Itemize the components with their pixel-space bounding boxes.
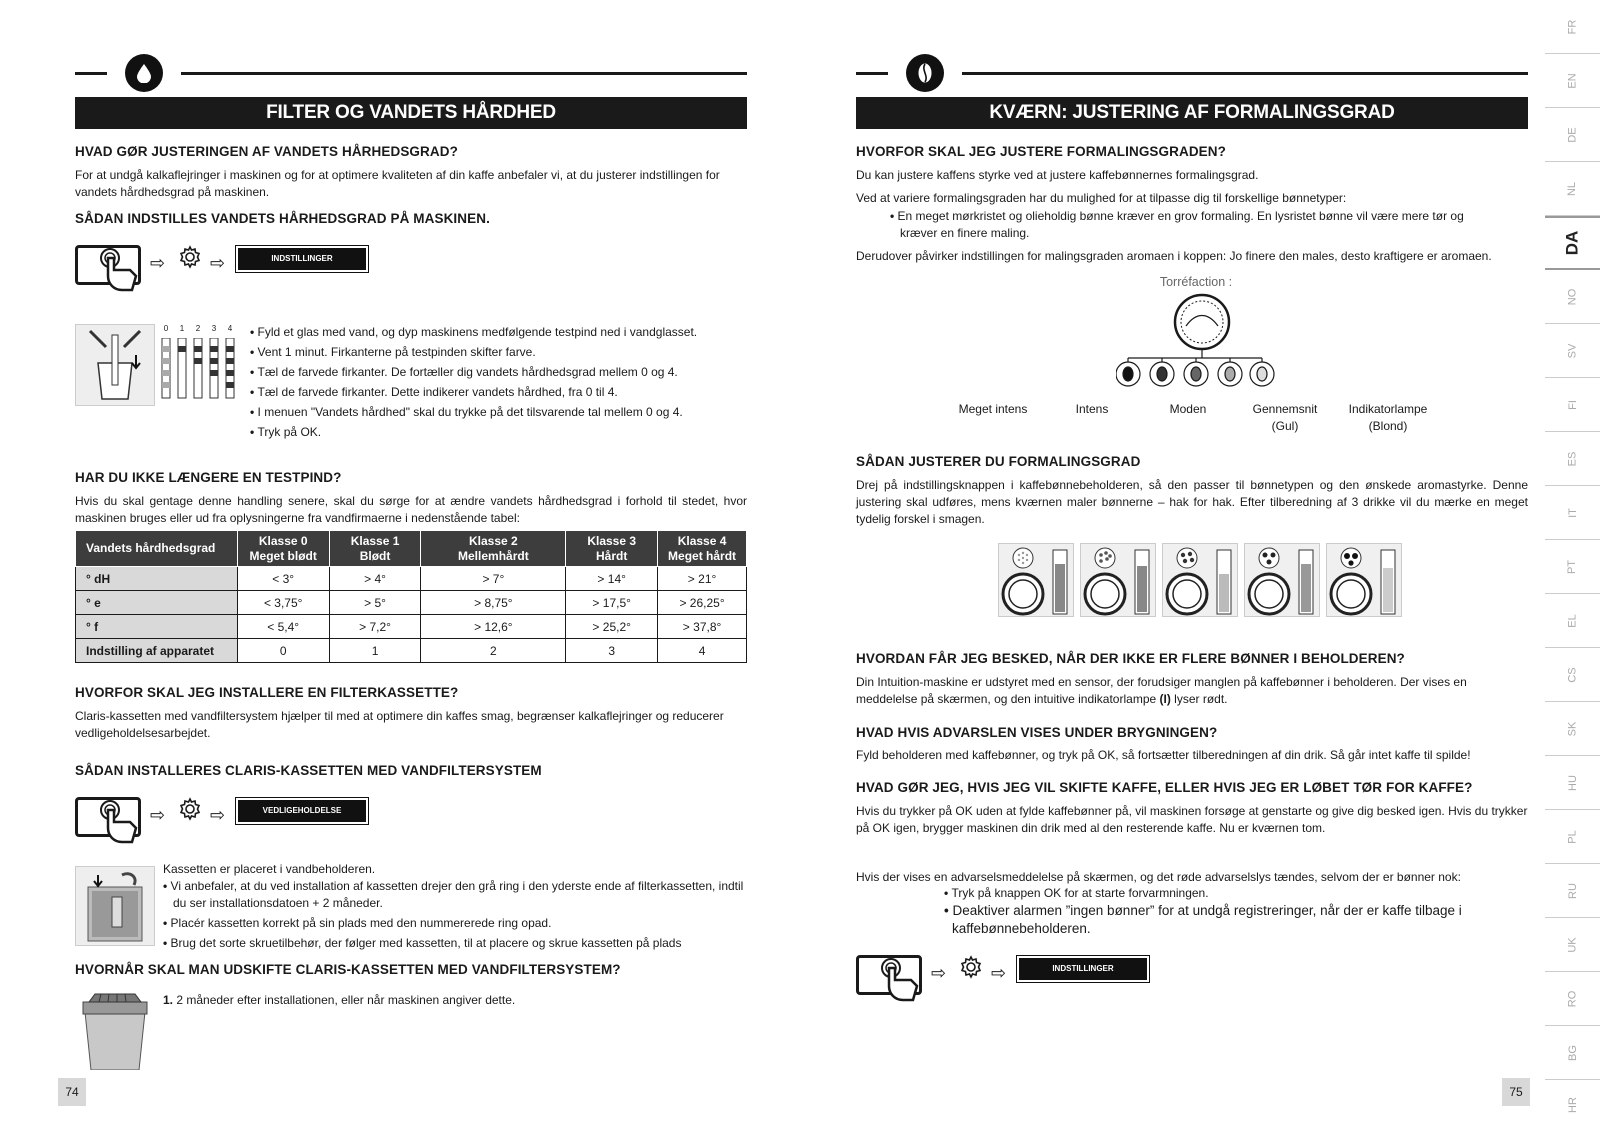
text-grind-aroma: Derudover påvirker indstillingen for malingsgraden aromaen i koppen: Jo finere den males, desto kraftigere er aromaen. xyxy=(856,249,1492,263)
page-number: 74 xyxy=(58,1078,86,1106)
table-header: Klasse 1 Blødt xyxy=(329,531,421,567)
table-header: Klasse 0 Meget blødt xyxy=(237,531,329,567)
language-sidebar xyxy=(1545,0,1600,1130)
heading-set-hardness: SÅDAN INDSTILLES VANDETS HÅRHEDSGRAD PÅ MASKINEN. xyxy=(75,211,490,226)
touch-screen-icon xyxy=(856,955,922,995)
settings-flow xyxy=(856,955,1256,1015)
header-rule-short xyxy=(856,72,888,75)
lang-tab-it[interactable]: IT xyxy=(1545,486,1600,540)
maintenance-flow xyxy=(75,797,475,857)
strip-number: 1 xyxy=(179,324,185,333)
roast-label: Meget intens xyxy=(958,402,1028,416)
list-item: • Placér kassetten korrekt på sin plads med den nummererede ring opad. xyxy=(163,915,747,932)
table-row: ° f < 5,4° > 7,2° > 12,6° > 25,2° > 37,8° xyxy=(76,615,747,639)
list-item: • Vent 1 minut. Firkanterne på testpinden skifter farve. xyxy=(250,342,750,362)
list-item: • Tryk på OK. xyxy=(250,422,750,442)
heading-why-filter: HVORFOR SKAL JEG INSTALLERE EN FILTERKASSETTE? xyxy=(75,685,459,700)
list-item: • Tæl de farvede firkanter. De fortæller dig vandets hårdhedsgrad mellem 0 og 4. xyxy=(250,362,750,382)
roast-label: Gennemsnit (Gul) xyxy=(1252,402,1318,433)
strip-number: 3 xyxy=(211,324,217,333)
list-item: • Brug det sorte skruetilbehør, der følger med kassetten, til at placere og skrue kassetten på plads xyxy=(163,935,747,952)
roast-label: Indikatorlampe (Blond) xyxy=(1348,402,1428,433)
settings-button[interactable]: INDSTILLINGER xyxy=(1019,958,1147,980)
touch-screen-icon xyxy=(75,245,141,285)
list-item: • Fyld et glas med vand, og dyp maskinens medfølgende testpind ned i vandglasset. xyxy=(250,322,750,342)
roast-title: Torréfaction : xyxy=(1159,275,1233,289)
heading-install-filter: SÅDAN INSTALLERES CLARIS-KASSETTEN MED VANDFILTERSYSTEM xyxy=(75,763,542,778)
lang-tab-fi[interactable]: FI xyxy=(1545,378,1600,432)
lang-tab-es[interactable]: ES xyxy=(1545,432,1600,486)
text-replace-filter: 1. 2 måneder efter installationen, eller når maskinen angiver dette. xyxy=(163,993,516,1007)
lang-tab-pl[interactable]: PL xyxy=(1545,810,1600,864)
table-header: Klasse 4 Meget hårdt xyxy=(658,531,747,567)
settings-flow xyxy=(75,245,475,305)
arrow-right-icon: ⇨ xyxy=(991,963,1007,984)
lang-tab-hu[interactable]: HU xyxy=(1545,756,1600,810)
roast-label: Moden xyxy=(1169,402,1207,416)
list-item: • Deaktiver alarmen ”ingen bønner” for at undgå registreringer, når der er kaffe tilbage i kaffebønnebeholderen. xyxy=(944,902,1504,938)
page-title: FILTER OG VANDETS HÅRDHED xyxy=(75,97,747,129)
text-cartridge-placed: Kassetten er placeret i vandbeholderen. xyxy=(163,862,376,876)
coffee-bean-icon xyxy=(906,54,944,92)
glass-dip-illustration xyxy=(75,324,155,406)
grind-setting-illustration xyxy=(998,543,1074,617)
table-header: Klasse 2 Mellemhårdt xyxy=(421,531,566,567)
text-change-coffee: Hvis du trykker på OK uden at fylde kaffebønner på, vil maskinen forsøge at genstarte og give dig besked igen. Hvis du trykker på OK igen, brygger maskinen din drik med al den resterende kaffe. Nu er kværnen tom. xyxy=(856,804,1528,835)
table-row: ° e < 3,75° > 5° > 8,75° > 17,5° > 26,25° xyxy=(76,591,747,615)
heading-no-test-strip: HAR DU IKKE LÆNGERE EN TESTPIND? xyxy=(75,470,342,485)
grind-setting-illustration xyxy=(1244,543,1320,617)
gear-icon xyxy=(178,245,202,273)
list-item: • Tæl de farvede firkanter. Dette indikerer vandets hårdhed, fra 0 til 4. xyxy=(250,382,750,402)
table-row: Indstilling af apparatet 0 1 2 3 4 xyxy=(76,639,747,663)
lang-tab-fr[interactable]: FR xyxy=(1545,0,1600,54)
list-item: • I menuen "Vandets hårdhed" skal du trykke på det tilsvarende tal mellem 0 og 4. xyxy=(250,402,750,422)
hardness-table xyxy=(75,530,747,663)
heading-adjust-grind: SÅDAN JUSTERER DU FORMALINGSGRAD xyxy=(856,454,1141,469)
list-item: • Tryk på knappen OK for at starte forvarmningen. xyxy=(944,884,1504,902)
header-rule-long xyxy=(962,72,1528,75)
lang-tab-en[interactable]: EN xyxy=(1545,54,1600,108)
lang-tab-cs[interactable]: CS xyxy=(1545,648,1600,702)
left-page xyxy=(65,0,747,1130)
water-drop-icon xyxy=(125,54,163,92)
settings-button[interactable]: INDSTILLINGER xyxy=(238,248,366,270)
strip-number: 2 xyxy=(195,324,201,333)
text-grind-vary: Ved at variere formalingsgraden har du mulighed for at tilpasse dig til forskellige bønnetyper: xyxy=(856,191,1347,205)
lang-tab-bg[interactable]: BG xyxy=(1545,1026,1600,1080)
heading-adjustment: HVAD GØR JUSTERINGEN AF VANDETS HÅRHEDSGRAD? xyxy=(75,144,458,159)
lang-tab-de[interactable]: DE xyxy=(1545,108,1600,162)
right-page xyxy=(856,0,1526,1130)
lang-tab-da[interactable]: DA xyxy=(1545,216,1600,270)
lang-tab-el[interactable]: EL xyxy=(1545,594,1600,648)
strip-number: 0 xyxy=(163,324,169,333)
arrow-right-icon: ⇨ xyxy=(150,253,166,274)
maintenance-button[interactable]: VEDLIGEHOLDELSE xyxy=(238,800,366,822)
page-title: KVÆRN: JUSTERING AF FORMALINGSGRAD xyxy=(856,97,1528,129)
page-number: 75 xyxy=(1502,1078,1530,1106)
arrow-right-icon: ⇨ xyxy=(210,805,226,826)
header-rule-short xyxy=(75,72,107,75)
touch-screen-icon xyxy=(75,797,141,837)
list-item: • En meget mørkristet og olieholdig bønne kræver en grov formaling. En lysristet bønne vil være mere tør og kræver en finere maling. xyxy=(890,208,1502,242)
lang-tab-sv[interactable]: SV xyxy=(1545,324,1600,378)
test-strip-illustration xyxy=(158,324,238,406)
header-rule-long xyxy=(181,72,747,75)
lang-tab-hr[interactable]: HR xyxy=(1566,1097,1579,1113)
heading-why-grind: HVORFOR SKAL JEG JUSTERE FORMALINGSGRADEN? xyxy=(856,144,1226,159)
lang-tab-nl[interactable]: NL xyxy=(1545,162,1600,216)
arrow-right-icon: ⇨ xyxy=(931,963,947,984)
heading-change-coffee: HVAD GØR JEG, HVIS JEG VIL SKIFTE KAFFE, ELLER HVIS JEG ER LØBET TØR FOR KAFFE? xyxy=(856,780,1473,795)
text-why-filter: Claris-kassetten med vandfiltersystem hjælper til med at optimere din kaffes smag, begrænser kalkaflejringer og reducerer vedligeholdelsesarbejdet. xyxy=(75,709,724,740)
lang-tab-no[interactable]: NO xyxy=(1545,270,1600,324)
roast-label: Intens xyxy=(1075,402,1109,416)
text-warning-brewing: Fyld beholderen med kaffebønner, og tryk på OK, så fortsætter tilberedningen af din drik. Så går intet kaffe til spilde! xyxy=(856,748,1471,762)
text-no-beans: Din Intuition-maskine er udstyret med en sensor, der forudsiger manglen på kaffebønner i beholderen. Der vises en meddelelse på skærmen, og den intuitive indikatorlampe (I) lyser rødt. xyxy=(856,675,1467,706)
heading-replace-filter: HVORNÅR SKAL MAN UDSKIFTE CLARIS-KASSETTEN MED VANDFILTERSYSTEM? xyxy=(75,962,621,977)
text-adjustment: For at undgå kalkaflejringer i maskinen og for at optimere kvaliteten af din kaffe anbefaler vi, at du justerer indstillingen for vandets hårdhedsgrad på maskinen. xyxy=(75,168,720,199)
text-adjust-grind: Drej på indstillingsknappen i kaffebønnebeholderen, så den passer til bønnetypen og den ønskede aromastyrke. Denne justering skal udføres, mens kværnen maler bønnerne – hak for hak. Efter tilberedning af 3 drikke vil du mærke en meget tydelig forskel i smagen. xyxy=(856,478,1528,526)
hardness-steps xyxy=(250,322,750,442)
filter-cartridge-illustration xyxy=(75,990,155,1070)
table-header: Klasse 3 Hårdt xyxy=(566,531,658,567)
table-row: ° dH < 3° > 4° > 7° > 14° > 21° xyxy=(76,567,747,591)
lang-tab-uk[interactable]: UK xyxy=(1545,918,1600,972)
arrow-right-icon: ⇨ xyxy=(150,805,166,826)
strip-number: 4 xyxy=(227,324,233,333)
heading-no-beans: HVORDAN FÅR JEG BESKED, NÅR DER IKKE ER FLERE BØNNER I BEHOLDEREN? xyxy=(856,651,1405,666)
arrow-right-icon: ⇨ xyxy=(210,253,226,274)
grind-setting-illustration xyxy=(1162,543,1238,617)
grind-setting-illustration xyxy=(1080,543,1156,617)
text-no-test-strip: Hvis du skal gentage denne handling senere, skal du sørge for at ændre vandets hårdhedsgrad i forhold til stedet, hvor maskinen bruges eller ud fra oplysningerne fra vandfirmaerne i nedenstående tabel: xyxy=(75,494,747,525)
text-false-warning: Hvis der vises en advarselsmeddelelse på skærmen, og det røde advarselslys tændes, selvom der er bønner nok: xyxy=(856,870,1461,884)
table-corner-header: Vandets hårdhedsgrad xyxy=(76,531,238,567)
gear-icon xyxy=(178,797,202,825)
list-item: • Vi anbefaler, at du ved installation af kassetten drejer den grå ring i den yderste ende af filterkassetten, indtil du ser installationsdatoen + 2 måneder. xyxy=(163,878,747,912)
lang-tab-pt[interactable]: PT xyxy=(1545,540,1600,594)
water-tank-illustration xyxy=(75,866,155,946)
install-steps xyxy=(163,878,747,952)
roast-selector-diagram xyxy=(1116,292,1286,392)
text-grind-strength: Du kan justere kaffens styrke ved at justere kaffebønnernes formalingsgrad. xyxy=(856,168,1259,182)
false-warning-steps xyxy=(944,884,1504,938)
lang-tab-ro[interactable]: RO xyxy=(1545,972,1600,1026)
lang-tab-ru[interactable]: RU xyxy=(1545,864,1600,918)
grind-setting-illustration xyxy=(1326,543,1402,617)
heading-warning-brewing: HVAD HVIS ADVARSLEN VISES UNDER BRYGNINGEN? xyxy=(856,725,1218,740)
grind-bean-types xyxy=(890,208,1502,242)
gear-icon xyxy=(959,955,983,983)
lang-tab-sk[interactable]: SK xyxy=(1545,702,1600,756)
